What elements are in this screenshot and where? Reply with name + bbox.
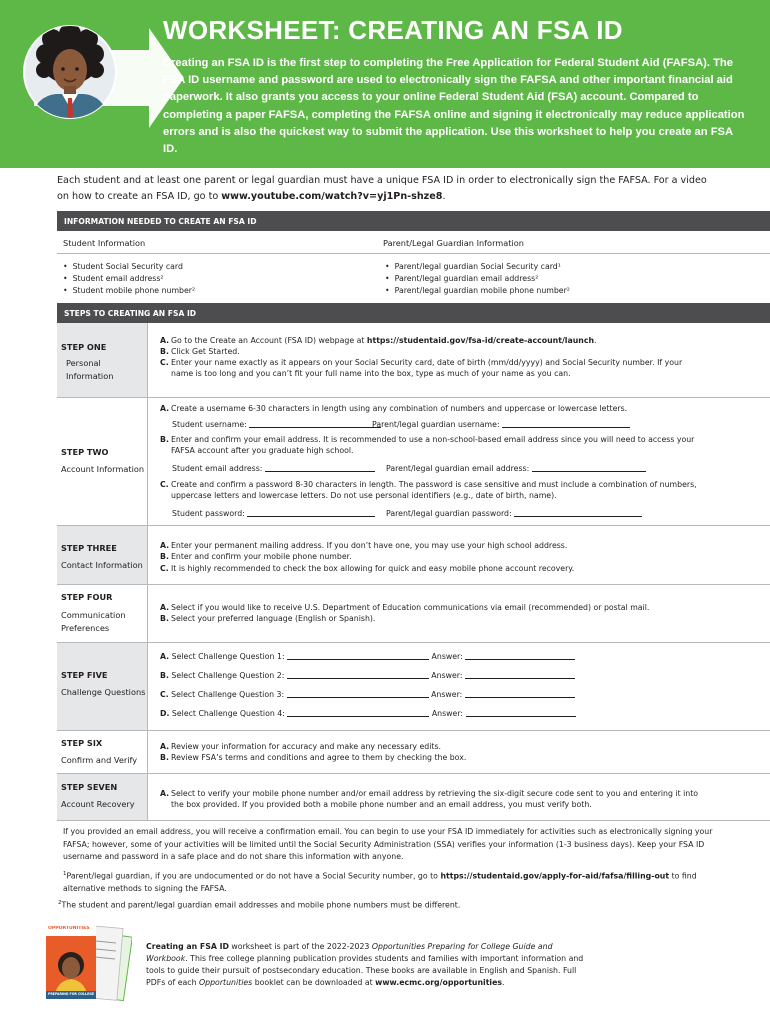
- answer-label: Answer:: [431, 709, 464, 718]
- step-three-label: Contact Information: [61, 560, 143, 570]
- question-label: Select Challenge Question 1:: [171, 652, 285, 661]
- step-one-label: [66, 357, 113, 383]
- step-two-cell: [57, 397, 147, 525]
- header-intro-text: Creating an FSA ID is the first step to completing the Free Application for Federal Student Aid (FAFSA). The FSA ID username and password are used to electronically sign the FAFSA and other important financial aid paperwork. It also grants you access to your online Federal Student Aid (FSA) account. Compared to completing a paper FAFSA, completing the FAFSA online and signing it electronically may reduce application errors and is also the quickest way to submit the application. Use this worksheet to help you create an FSA ID.: [163, 57, 745, 156]
- challenge-question-2[interactable]: B. Select Challenge Question 2: Answer:: [160, 670, 575, 680]
- item-text: Enter your name exactly as it appears on your Social Security card, date of birth (mm/dd/yyyy) and Social Security number. If your name is too long and you can’t fit your full name into the box, type as much of your name as you can.: [171, 358, 683, 379]
- answer-label: Answer:: [431, 690, 463, 699]
- step-seven-label: Account Recovery: [61, 799, 135, 809]
- page-title: WORKSHEET: CREATING AN FSA ID: [163, 15, 623, 45]
- step-four-label-line: Communication: [61, 610, 126, 620]
- field-label: Student username:: [172, 420, 247, 429]
- step-six-item-a: A. Review your information for accuracy and make any necessary edits.: [160, 741, 705, 752]
- item-text: Select your preferred language (English or Spanish).: [171, 614, 376, 623]
- step-six-title: STEP SIX: [61, 738, 103, 748]
- row-divider: [57, 525, 770, 526]
- video-link[interactable]: www.youtube.com/watch?v=yj1Pn-shze8: [221, 191, 443, 202]
- item-text: Select to verify your mobile phone number and/or email address by retrieving the six-digit secure code sent to you and entering it into the box provided. If you provided both a mobile phone number and an email address, you must verify both.: [171, 789, 699, 810]
- list-item: • Parent/legal guardian mobile phone number²: [385, 285, 570, 297]
- step-three-item-a: A. Enter your permanent mailing address. If you don’t have one, you may use your high school address.: [160, 540, 705, 551]
- intro-text: Each student and at least one parent or legal guardian must have a unique FSA ID in order to electronically sign the FAFSA. For a video on how to create an FSA ID, go to: [57, 175, 707, 202]
- footnote-number: 1: [63, 871, 67, 877]
- field-label: Student password:: [172, 509, 245, 518]
- credit-text: booklet can be downloaded at: [252, 978, 376, 987]
- footnote-1: [63, 868, 713, 896]
- list-item: • Student email address²: [63, 273, 195, 285]
- answer-label: Answer:: [431, 671, 463, 680]
- step-seven-item-a: A. Select to verify your mobile phone number and/or email address by retrieving the six-digit secure code sent to you and entering it into the box provided. If you provided both a mobile phone number and an email address, you must verify both.: [160, 788, 705, 811]
- book-subtitle: PREPARING FOR COLLEGE: [48, 992, 95, 996]
- item-text: Review FSA’s terms and conditions and agree to them by checking the box.: [171, 753, 467, 762]
- challenge-question-4[interactable]: D. Select Challenge Question 4: Answer:: [160, 708, 576, 718]
- steps-bar: STEPS TO CREATING AN FSA ID: [57, 303, 770, 323]
- step-one-item-b: B. Click Get Started.: [160, 346, 705, 357]
- parent-info-list: [385, 261, 570, 298]
- item-text: Create a username 6-30 characters in length using any combination of numbers and uppercase or lowercase letters.: [171, 404, 628, 413]
- row-divider: [57, 397, 770, 398]
- publication-credit: [146, 941, 586, 989]
- intro-paragraph: [57, 173, 717, 205]
- step-three-item-c: C. It is highly recommended to check the box allowing for quick and easy mobile phone account recovery.: [160, 563, 705, 574]
- credit-text: worksheet is part of the 2022-2023: [228, 942, 372, 951]
- item-text: Go to the Create an Account (FSA ID) webpage at: [171, 336, 367, 345]
- step-three-cell: [57, 526, 147, 584]
- step-four-label: [61, 609, 126, 635]
- create-account-link[interactable]: https://studentaid.gov/fsa-id/create-account/launch: [366, 336, 595, 345]
- ecmc-opportunities-link[interactable]: www.ecmc.org/opportunities: [375, 978, 503, 987]
- credit-publication-title: Opportunities Preparing for College Guide and Workbook: [146, 942, 553, 963]
- step-one-item-c: C. Enter your name exactly as it appears on your Social Security card, date of birth (mm/dd/yyyy) and Social Security number. If your name is too long and you can’t fit your full name into the box, type as much of your name as you can.: [160, 357, 705, 380]
- step-two-item-b: B. Enter and confirm your email address. It is recommended to use a non-school-based email address since you will need to access your FAFSA account after you graduate high school.: [160, 434, 705, 457]
- step-three-title: STEP THREE: [61, 543, 117, 553]
- footnote-text: Parent/legal guardian, if you are undocumented or do not have a Social Security number, go to: [66, 871, 441, 881]
- item-text: Enter and confirm your email address. It is recommended to use a non-school-based email address since you will need to access your FAFSA account after you graduate high school.: [171, 435, 695, 456]
- student-username-field[interactable]: [172, 419, 381, 429]
- row-divider: [57, 820, 770, 821]
- step-four-label-line: Preferences: [61, 623, 110, 633]
- field-label: Parent/legal guardian password:: [386, 509, 512, 518]
- step-one-label-line: Information: [66, 371, 114, 381]
- parent-password-field[interactable]: [386, 508, 642, 518]
- item-text: It is highly recommended to check the box allowing for quick and easy mobile phone account recovery.: [171, 564, 575, 573]
- book-cover-image-icon: [44, 921, 132, 1001]
- row-divider: [57, 773, 770, 774]
- field-label: Parent/legal guardian username:: [372, 420, 500, 429]
- item-text: Enter and confirm your mobile phone number.: [171, 552, 352, 561]
- book-title: OPPORTUNITIES: [48, 926, 90, 931]
- question-label: Select Challenge Question 3:: [171, 690, 285, 699]
- step-four-item-b: B. Select your preferred language (English or Spanish).: [160, 613, 705, 624]
- question-label: Select Challenge Question 2:: [171, 671, 285, 680]
- item-text: .: [594, 336, 597, 345]
- student-info-heading: Student Information: [63, 238, 146, 248]
- list-item: • Parent/legal guardian email address²: [385, 273, 570, 285]
- list-item: • Parent/legal guardian Social Security card¹: [385, 261, 570, 273]
- opportunities-book-cover: [44, 921, 132, 1001]
- step-seven-cell: [57, 773, 147, 820]
- answer-label: Answer:: [431, 652, 463, 661]
- step-two-item-a: A. Create a username 6-30 characters in length using any combination of numbers and uppercase or lowercase letters.: [160, 403, 705, 414]
- field-label: Student email address:: [172, 464, 263, 473]
- challenge-question-3[interactable]: C. Select Challenge Question 3: Answer:: [160, 689, 575, 699]
- step-six-label: Confirm and Verify: [61, 755, 138, 765]
- step-two-title: STEP TWO: [61, 447, 109, 457]
- step-seven-title: STEP SEVEN: [61, 782, 118, 792]
- credit-text: .: [502, 978, 505, 987]
- student-avatar-icon: [22, 24, 118, 120]
- header-banner: [0, 0, 770, 168]
- credit-text: . This free college planning publication provides students and families with important information and tools to guide their pursuit of postsecondary education. These books are available in English and Spanish. Full PDFs of each: [146, 954, 584, 987]
- confirmation-note: If you provided an email address, you will receive a confirmation email. You can begin to use your FSA ID immediately for activities such as electronically signing your FAFSA; however, some of your activities will be limited until the Social Security Administration (SSA) verifies your information (1-3 business days). Keep your FSA ID username and password in a safe place and do not share this information with anyone.: [63, 827, 713, 861]
- item-text: Enter your permanent mailing address. If you don’t have one, you may use your high school address.: [171, 541, 568, 550]
- step-two-label: Account Information: [61, 464, 145, 474]
- intro-end: .: [442, 191, 446, 202]
- step-four-title: STEP FOUR: [61, 592, 113, 602]
- student-password-field[interactable]: [172, 508, 375, 518]
- student-email-field[interactable]: [172, 463, 375, 473]
- step-six-item-b: B. Review FSA’s terms and conditions and agree to them by checking the box.: [160, 752, 705, 763]
- footnote-text: to find alternative methods to signing the FAFSA.: [63, 871, 697, 894]
- step-one-label-line: Personal: [66, 358, 101, 368]
- row-divider: [57, 642, 770, 643]
- step-one-item-a: A. Go to the Create an Account (FSA ID) webpage at https://studentaid.gov/fsa-id/create-account/launch.: [160, 336, 597, 345]
- item-text: Review your information for accuracy and make any necessary edits.: [171, 742, 442, 751]
- parent-username-field[interactable]: [372, 419, 630, 429]
- challenge-question-1[interactable]: A. Select Challenge Question 1: Answer:: [160, 651, 575, 661]
- info-needed-bar: INFORMATION NEEDED TO CREATE AN FSA ID: [57, 211, 770, 231]
- parent-email-field[interactable]: [386, 463, 646, 473]
- item-text: Click Get Started.: [171, 347, 240, 356]
- info-column-headers: [57, 233, 770, 254]
- step-two-item-c: C. Create and confirm a password 8-30 characters in length. The password is case sensitive and must include a combination of numbers, uppercase letters and lowercase letters. Do not use personal identifiers (e.g., date of birth, name).: [160, 479, 705, 502]
- list-item: • Student mobile phone number²: [63, 285, 195, 297]
- step-five-title: STEP FIVE: [61, 670, 108, 680]
- alternative-methods-link[interactable]: https://studentaid.gov/apply-for-aid/fafsa/filling-out: [440, 871, 670, 881]
- credit-lead: Creating an FSA ID: [146, 942, 229, 951]
- footnote-number: 2: [58, 900, 62, 906]
- step-one-title: STEP ONE: [61, 342, 107, 352]
- item-text: Select if you would like to receive U.S. Department of Education communications via email (recommended) or postal mail.: [171, 603, 650, 612]
- step-five-label: Challenge Questions: [61, 687, 146, 697]
- footnote-text: The student and parent/legal guardian email addresses and mobile phone numbers must be different.: [61, 900, 461, 910]
- footnote-2: [58, 897, 708, 912]
- row-divider: [57, 730, 770, 731]
- credit-publication-title: Opportunities: [199, 978, 253, 987]
- student-info-list: [63, 261, 195, 298]
- list-item: • Student Social Security card: [63, 261, 195, 273]
- parent-info-heading: Parent/Legal Guardian Information: [383, 238, 524, 248]
- item-text: Create and confirm a password 8-30 characters in length. The password is case sensitive and must include a combination of numbers, uppercase letters and lowercase letters. Do not use personal identifiers (e.g., date of birth, name).: [171, 480, 697, 501]
- field-label: Parent/legal guardian email address:: [386, 464, 530, 473]
- question-label: Select Challenge Question 4:: [171, 709, 285, 718]
- row-divider: [57, 584, 770, 585]
- step-three-item-b: B. Enter and confirm your mobile phone number.: [160, 551, 705, 562]
- step-four-item-a: A. Select if you would like to receive U.S. Department of Education communications via email (recommended) or postal mail.: [160, 602, 705, 613]
